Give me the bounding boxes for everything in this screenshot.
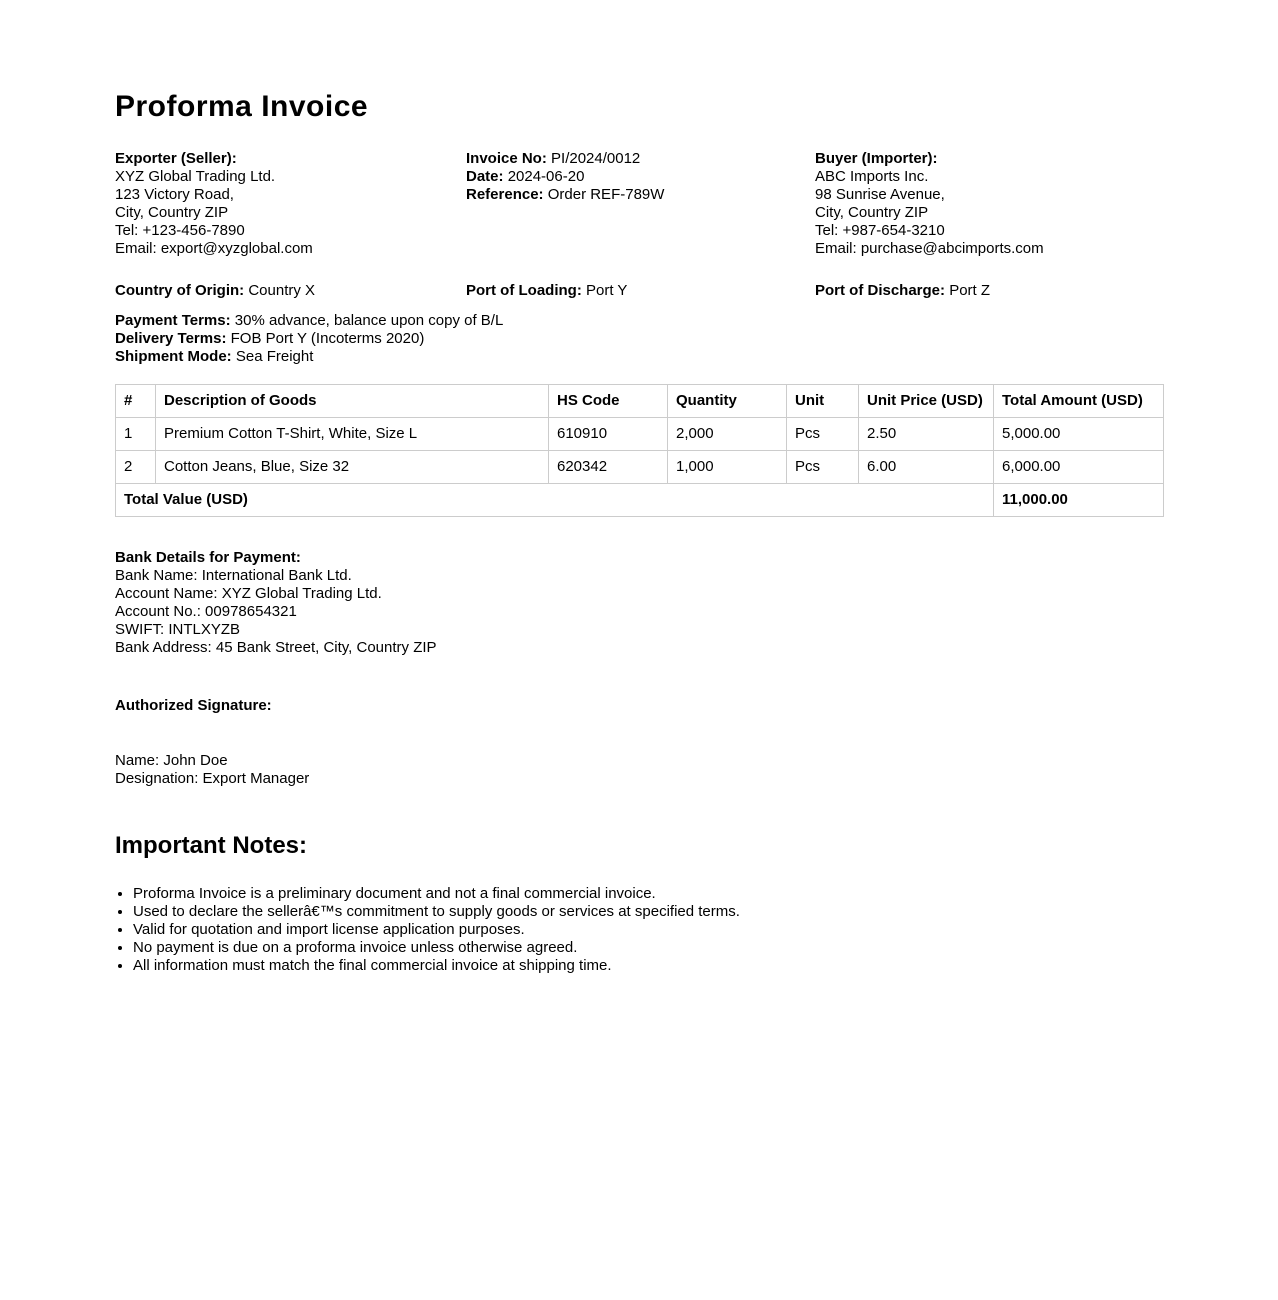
shipping-ports-section (115, 282, 1163, 300)
cell-unit: Pcs (787, 451, 859, 484)
country-of-origin-row (115, 282, 466, 300)
exporter-block (115, 150, 466, 258)
total-value-label: Total Value (USD) (116, 484, 994, 517)
bank-account-name: Account Name: XYZ Global Trading Ltd. (115, 585, 382, 602)
invoice-no-value: PI/2024/0012 (551, 150, 641, 167)
buyer-company: ABC Imports Inc. (815, 168, 929, 185)
list-item: • All information must match the final commercial invoice at shipping time. (133, 957, 1163, 975)
invoice-meta-block (466, 150, 815, 258)
cell-quantity: 2,000 (668, 418, 787, 451)
col-header-description: Description of Goods (156, 385, 549, 418)
delivery-terms-row (115, 330, 1163, 348)
shipment-mode-value: Sea Freight (235, 348, 314, 365)
buyer-block (815, 150, 1163, 258)
invoice-reference-row (466, 186, 815, 204)
port-of-discharge-row (815, 282, 1163, 300)
col-header-index: # (116, 385, 156, 418)
cell-description: Cotton Jeans, Blue, Size 32 (156, 451, 549, 484)
buyer-email: Email: purchase@abcimports.com (815, 240, 1044, 257)
payment-terms-row (115, 312, 1163, 330)
total-row (116, 484, 1164, 517)
invoice-reference-value: Order REF-789W (547, 186, 665, 203)
exporter-company: XYZ Global Trading Ltd. (115, 168, 276, 185)
invoice-no-row (466, 150, 815, 168)
cell-total-amount: 5,000.00 (994, 418, 1164, 451)
bank-swift: SWIFT: INTLXYZB (115, 621, 241, 638)
signatory-name: Name: John Doe (115, 752, 228, 769)
cell-index: 1 (116, 418, 156, 451)
cell-index: 2 (116, 451, 156, 484)
col-header-quantity: Quantity (668, 385, 787, 418)
parties-section (115, 150, 1163, 258)
col-header-hs-code: HS Code (549, 385, 668, 418)
buyer-address-line2: City, Country ZIP (815, 204, 929, 221)
buyer-address-line1: 98 Sunrise Avenue, (815, 186, 945, 203)
table-row (116, 418, 1164, 451)
shipment-mode-row (115, 348, 1163, 366)
terms-section (115, 312, 1163, 366)
table-row (116, 451, 1164, 484)
exporter-label: Exporter (Seller): (115, 150, 237, 167)
cell-hs-code: 620342 (549, 451, 668, 484)
country-of-origin-value: Country X (248, 282, 316, 299)
exporter-address-line2: City, Country ZIP (115, 204, 229, 221)
delivery-terms-value: FOB Port Y (Incoterms 2020) (230, 330, 425, 347)
port-of-loading-label: Port of Loading: (466, 282, 582, 299)
payment-terms-value: 30% advance, balance upon copy of B/L (234, 312, 504, 329)
list-item: • Valid for quotation and import license application purposes. (133, 921, 1163, 939)
total-value-amount: 11,000.00 (994, 484, 1164, 517)
shipment-mode-label: Shipment Mode: (115, 348, 232, 365)
country-of-origin-label: Country of Origin: (115, 282, 245, 299)
col-header-unit: Unit (787, 385, 859, 418)
list-item: • Used to declare the sellerâ€™s commitment to supply goods or services at specified terms. (133, 903, 1163, 921)
exporter-address-line1: 123 Victory Road, (115, 186, 234, 203)
buyer-phone: Tel: +987-654-3210 (815, 222, 945, 239)
cell-unit: Pcs (787, 418, 859, 451)
port-of-discharge-value: Port Z (949, 282, 991, 299)
goods-table-header-row (116, 385, 1164, 418)
port-of-loading-row (466, 282, 815, 300)
authorized-signature-label: Authorized Signature: (115, 697, 272, 714)
invoice-date-row (466, 168, 815, 186)
bank-account-number: Account No.: 00978654321 (115, 603, 297, 620)
cell-hs-code: 610910 (549, 418, 668, 451)
signatory-designation: Designation: Export Manager (115, 770, 310, 787)
bank-details-section (115, 549, 1163, 657)
goods-table (115, 384, 1164, 517)
cell-total-amount: 6,000.00 (994, 451, 1164, 484)
bank-name: Bank Name: International Bank Ltd. (115, 567, 352, 584)
cell-quantity: 1,000 (668, 451, 787, 484)
col-header-unit-price: Unit Price (USD) (859, 385, 994, 418)
col-header-total-amount: Total Amount (USD) (994, 385, 1164, 418)
important-notes-title: Important Notes: (115, 832, 307, 859)
delivery-terms-label: Delivery Terms: (115, 330, 227, 347)
page-title: Proforma Invoice (115, 90, 369, 123)
invoice-no-label: Invoice No: (466, 150, 547, 167)
important-notes-list (115, 885, 1163, 975)
cell-unit-price: 2.50 (859, 418, 994, 451)
port-of-discharge-label: Port of Discharge: (815, 282, 946, 299)
invoice-date-label: Date: (466, 168, 504, 185)
payment-terms-label: Payment Terms: (115, 312, 231, 329)
cell-unit-price: 6.00 (859, 451, 994, 484)
exporter-phone: Tel: +123-456-7890 (115, 222, 245, 239)
port-of-loading-value: Port Y (585, 282, 628, 299)
list-item: • Proforma Invoice is a preliminary document and not a final commercial invoice. (133, 885, 1163, 903)
cell-description: Premium Cotton T-Shirt, White, Size L (156, 418, 549, 451)
exporter-email: Email: export@xyzglobal.com (115, 240, 313, 257)
bank-details-label: Bank Details for Payment: (115, 549, 301, 566)
invoice-date-value: 2024-06-20 (507, 168, 585, 185)
buyer-label: Buyer (Importer): (815, 150, 938, 167)
signature-section (115, 697, 1163, 788)
invoice-reference-label: Reference: (466, 186, 544, 203)
list-item: • No payment is due on a proforma invoice unless otherwise agreed. (133, 939, 1163, 957)
bank-address: Bank Address: 45 Bank Street, City, Country ZIP (115, 639, 437, 656)
